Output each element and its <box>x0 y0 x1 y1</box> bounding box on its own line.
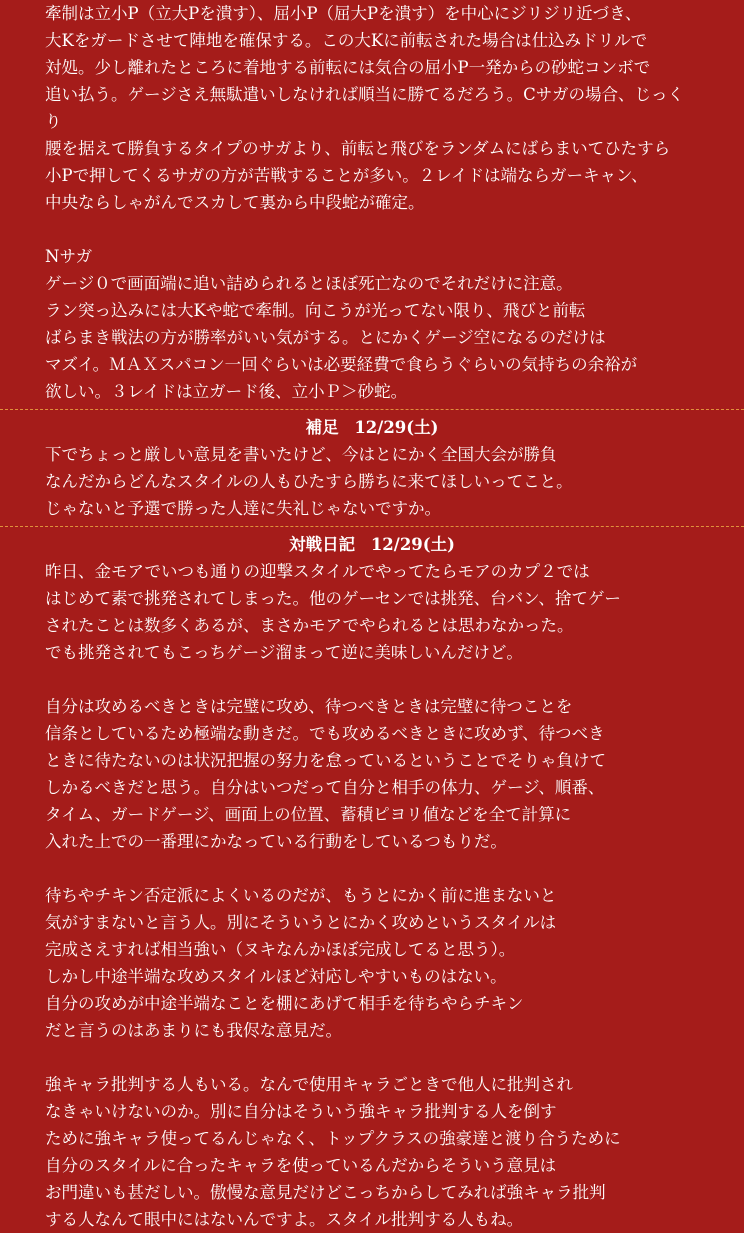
text-line: 自分は攻めるべきときは完璧に攻め、待つべきときは完璧に待つことを <box>45 697 573 716</box>
diary-date: 12/29(土) <box>370 535 455 554</box>
text-line: じゃないと予選で勝った人達に失礼じゃないですか。 <box>45 499 441 518</box>
text-line: り <box>45 112 62 131</box>
text-line: 腰を据えて勝負するタイプのサガより、前転と飛びをランダムにばらまいてひたすら <box>45 139 671 158</box>
section-diary <box>0 558 744 1233</box>
text-line: 牽制は立小P（立大Pを潰す）、屈小P（屈大Pを潰す）を中心にジリジリ近づき、 <box>45 4 642 23</box>
text-line: 中央ならしゃがんでスカして裏から中段蛇が確定。 <box>45 193 425 212</box>
paragraph-gap <box>45 1044 724 1071</box>
text-line: でも挑発されてもこっちゲージ溜まって逆に美味しいんだけど。 <box>45 643 523 662</box>
text-line: 自分の攻めが中途半端なことを棚にあげて相手を待ちやらチキン <box>45 994 524 1013</box>
text-line: 追い払う。ゲージさえ無駄遣いしなければ順当に勝てるだろう。Cサガの場合、じっく <box>45 85 684 104</box>
text-line: マズイ。ＭＡＸスパコン一回ぐらいは必要経費で食らうぐらいの気持ちの余裕が <box>45 355 638 374</box>
text-line: Nサガ <box>45 247 93 266</box>
text-line: ゲージ０で画面端に追い詰められるとほぼ死亡なのでそれだけに注意。 <box>45 274 573 293</box>
supplement-title: 補足 <box>305 418 339 437</box>
text-line: 完成さえすれば相当強い（ヌキなんかほぼ完成してると思う）。 <box>45 940 516 959</box>
text-line: 昨日、金モアでいつも通りの迎撃スタイルでやってたらモアのカプ２では <box>45 562 590 581</box>
text-line: はじめて素で挑発されてしまった。他のゲーセンでは挑発、台バン、捨てゲー <box>45 589 621 608</box>
text-line: しかるべきだと思う。自分はいつだって自分と相手の体力、ゲージ、順番、 <box>45 778 605 797</box>
diary-heading <box>0 531 744 558</box>
text-line: しかし中途半端な攻めスタイルほど対応しやすいものはない。 <box>45 967 507 986</box>
text-line: されたことは数多くあるが、まさかモアでやられるとは思わなかった。 <box>45 616 574 635</box>
text-line: なんだからどんなスタイルの人もひたすら勝ちに来てほしいってこと。 <box>45 472 573 491</box>
text-line: 小Pで押してくるサガの方が苦戦することが多い。２レイドは端ならガーキャン、 <box>45 166 648 185</box>
paragraph-gap <box>45 216 724 243</box>
paragraph-gap <box>45 855 724 882</box>
text-line: 大Kをガードさせて陣地を確保する。この大Kに前転された場合は仕込みドリルで <box>45 31 648 50</box>
text-line: する人なんて眼中にはないんですよ。スタイル批判する人もね。 <box>45 1210 524 1229</box>
text-line: タイム、ガードゲージ、画面上の位置、蓄積ピヨリ値などを全て計算に <box>45 805 572 824</box>
text-line: 信条としているため極端な動きだ。でも攻めるべきときに攻めず、待つべき <box>45 724 605 743</box>
text-line: 自分のスタイルに合ったキャラを使っているんだからそういう意見は <box>45 1156 557 1175</box>
text-line: なきゃいけないのか。別に自分はそういう強キャラ批判する人を倒す <box>45 1102 557 1121</box>
text-line: ばらまき戦法の方が勝率がいい気がする。とにかくゲージ空になるのだけは <box>45 328 606 347</box>
section-supplement <box>0 441 744 522</box>
section-divider <box>0 526 744 527</box>
text-line: 欲しい。３レイドは立ガード後、立小Ｐ＞砂蛇。 <box>45 382 408 401</box>
diary-title: 対戦日記 <box>289 535 356 554</box>
supplement-date: 12/29(土) <box>354 418 439 437</box>
text-line: ラン突っ込みには大Kや蛇で牽制。向こうが光ってない限り、飛びと前転 <box>45 301 586 320</box>
text-line: ために強キャラ使ってるんじゃなく、トップクラスの強豪達と渡り合うために <box>45 1129 621 1148</box>
paragraph-gap <box>45 666 724 693</box>
text-line: お門違いも甚だしい。傲慢な意見だけどこっちからしてみれば強キャラ批判 <box>45 1183 606 1202</box>
section-divider <box>0 409 744 410</box>
text-line: 対処。少し離れたところに着地する前転には気合の屈小P一発からの砂蛇コンボで <box>45 58 651 77</box>
text-line: 入れた上での一番理にかなっている行動をしているつもりだ。 <box>45 832 507 851</box>
text-line: 待ちやチキン否定派によくいるのだが、もうとにかく前に進まないと <box>45 886 557 905</box>
text-line: だと言うのはあまりにも我侭な意見だ。 <box>45 1021 342 1040</box>
text-line: 強キャラ批判する人もいる。なんで使用キャラごときで他人に批判され <box>45 1075 573 1094</box>
text-line: 気がすまないと言う人。別にそういうとにかく攻めというスタイルは <box>45 913 557 932</box>
supplement-heading <box>0 414 744 441</box>
text-line: 下でちょっと厳しい意見を書いたけど、今はとにかく全国大会が勝負 <box>45 445 557 464</box>
text-line: ときに待たないのは状況把握の努力を怠っているということでそりゃ負けて <box>45 751 606 770</box>
section-saga-tactics <box>0 0 744 405</box>
